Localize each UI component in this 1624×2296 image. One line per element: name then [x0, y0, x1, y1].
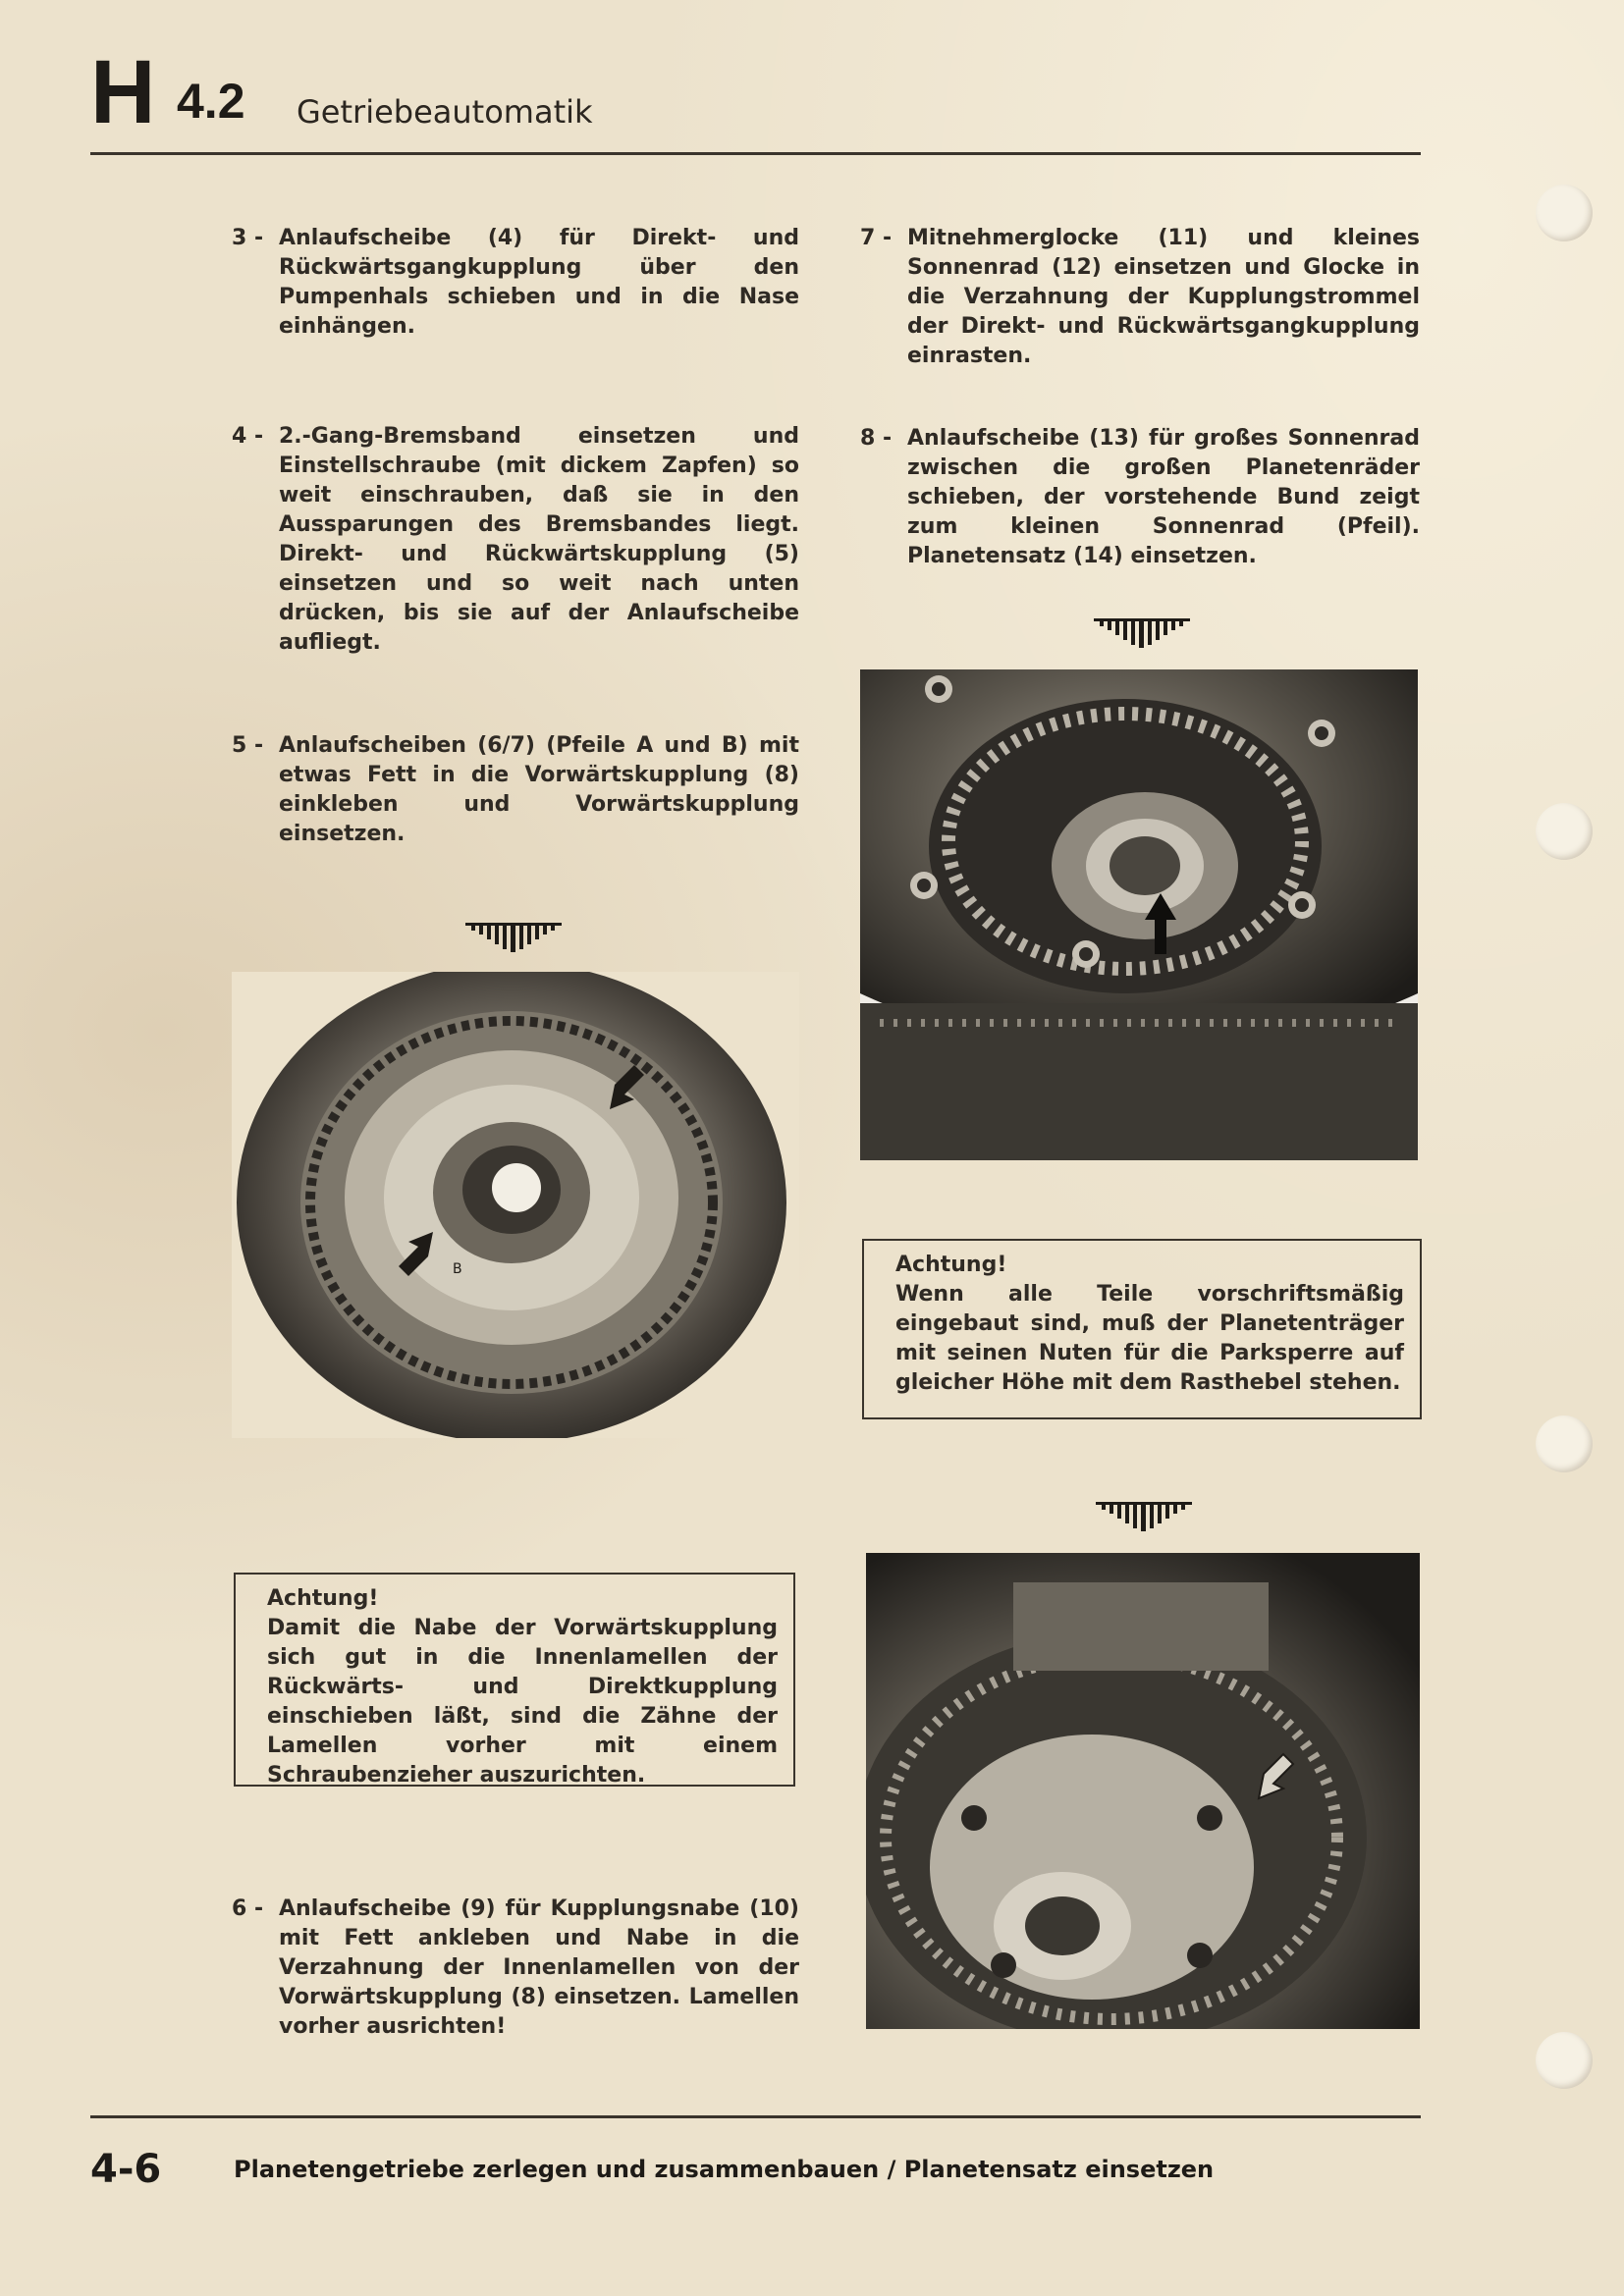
photo-label-b: B — [453, 1261, 462, 1277]
photo-pointer-marker — [1088, 618, 1196, 648]
photo-planetary-set — [860, 669, 1418, 1160]
note-box-right — [862, 1239, 1422, 1419]
punch-hole — [1536, 1415, 1593, 1472]
step-number: 6 - — [232, 1896, 264, 1921]
step-number: 5 - — [232, 733, 264, 758]
punch-hole — [1536, 2032, 1593, 2089]
photo-forward-clutch — [232, 972, 799, 1438]
page-number: 4-6 — [90, 2147, 162, 2192]
step-3 — [232, 224, 799, 339]
note-heading: Achtung! — [267, 1586, 379, 1611]
photo-pointer-marker — [1090, 1502, 1198, 1531]
note-body: Damit die Nabe der Vorwärtskupplung sich gut in die Innenlamellen der Rückwärts- und Direktkupplung einschieben läßt, sind die Zähne der Lamellen vorher mit einem Schraubenzieher auszurichten. — [267, 1616, 778, 1788]
photo-pointer-marker — [460, 923, 568, 952]
footer-rule — [90, 2115, 1421, 2118]
step-text: Anlaufscheiben (6/7) (Pfeile A und B) mit etwas Fett in die Vorwärtskupplung (8) einkleben und Vorwärtskupplung einsetzen. — [279, 733, 799, 846]
step-number: 4 - — [232, 424, 264, 449]
step-number: 3 - — [232, 226, 264, 250]
step-text: Anlaufscheibe (13) für großes Sonnenrad zwischen die großen Planetenräder schieben, der vorstehende Bund zeigt zum kleinen Sonnenrad (Pfeil). Planetensatz (14) einsetzen. — [907, 426, 1420, 568]
photo-planetary-carrier-installed — [866, 1553, 1420, 2029]
section-letter: H — [90, 42, 156, 142]
note-heading: Achtung! — [895, 1253, 1007, 1277]
step-text: 2.-Gang-Bremsband einsetzen und Einstellschraube (mit dickem Zapfen) so weit einschrauben, daß sie in den Aussparungen des Bremsbandes liegt. Direkt- und Rückwärtskupplung (5) einsetzen und so weit nach unten drücken, bis sie auf der Anlaufscheibe aufliegt. — [279, 424, 799, 655]
page-title: Getriebeautomatik — [297, 93, 593, 131]
step-number: 7 - — [860, 226, 893, 250]
step-5 — [232, 731, 799, 846]
footer-caption: Planetengetriebe zerlegen und zusammenbauen / Planetensatz einsetzen — [234, 2156, 1215, 2183]
header-rule — [90, 152, 1421, 155]
step-4 — [232, 422, 799, 655]
punch-hole — [1536, 185, 1593, 241]
step-8 — [860, 424, 1420, 581]
step-number: 8 - — [860, 426, 893, 451]
step-7 — [860, 224, 1420, 368]
section-number: 4.2 — [177, 74, 245, 129]
step-text: Mitnehmerglocke (11) und kleines Sonnenrad (12) einsetzen und Glocke in die Verzahnung der Kupplungstrommel der Direkt- und Rückwärtsgangkupplung einrasten. — [907, 226, 1420, 368]
step-text: Anlaufscheibe (9) für Kupplungsnabe (10) mit Fett ankleben und Nabe in die Verzahnung der Innenlamellen von der Vorwärtskupplung (8) einsetzen. Lamellen vorher ausrichten! — [279, 1896, 799, 2039]
note-body: Wenn alle Teile vorschriftsmäßig eingebaut sind, muß der Planetenträger mit seinen Nuten für die Parksperre auf gleicher Höhe mit dem Rasthebel stehen. — [895, 1282, 1404, 1395]
step-text: Anlaufscheibe (4) für Direkt- und Rückwärtsgangkupplung über den Pumpenhals schieben und in die Nase einhängen. — [279, 226, 799, 339]
step-6 — [232, 1895, 799, 2042]
note-box-left — [234, 1573, 795, 1787]
punch-hole — [1536, 803, 1593, 860]
